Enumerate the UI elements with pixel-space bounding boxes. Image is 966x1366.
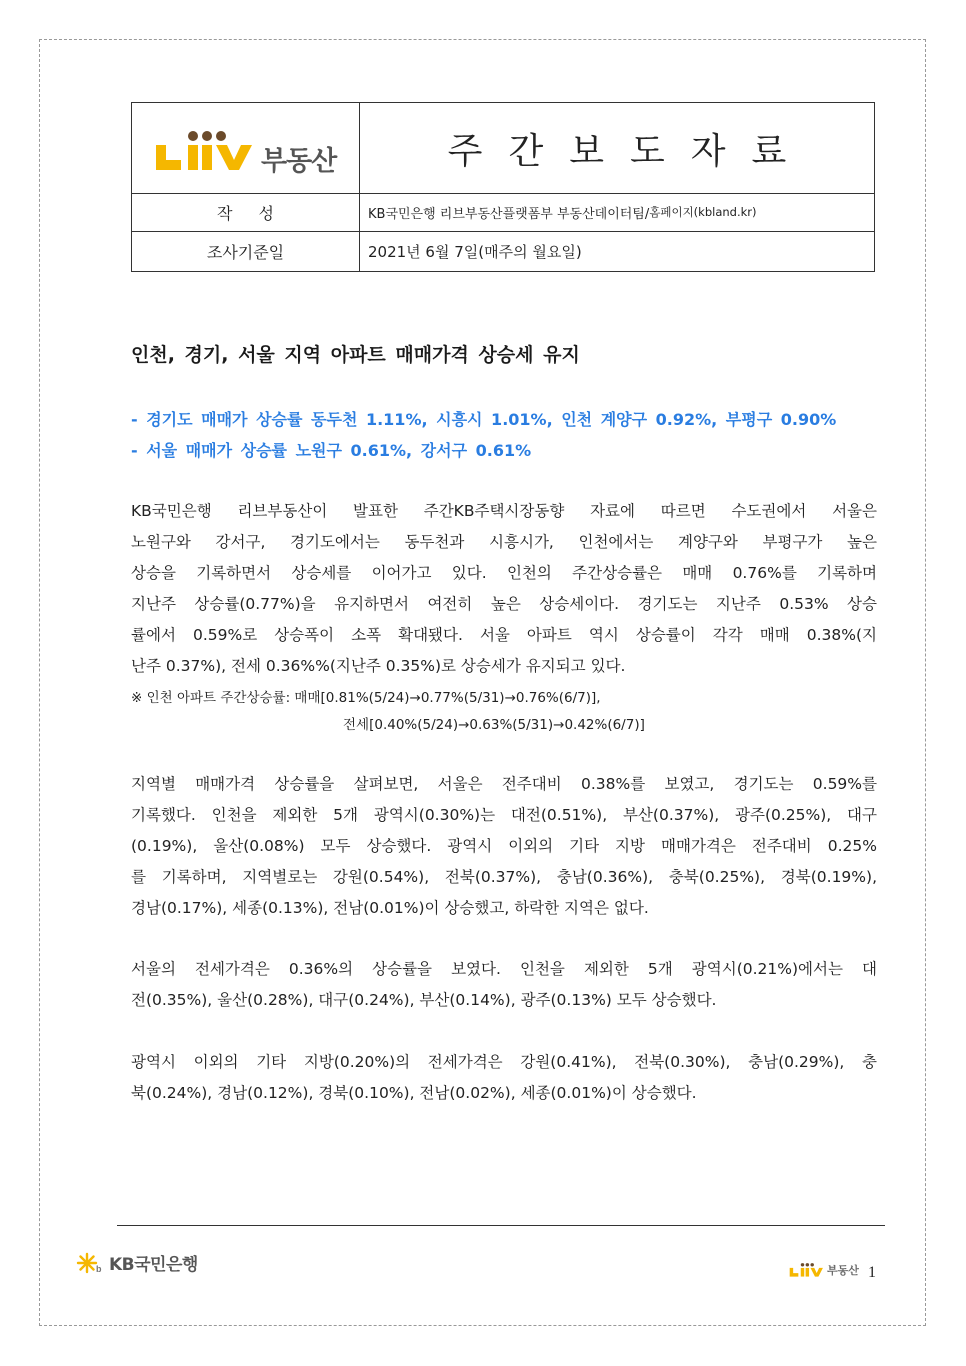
headline: 인천, 경기, 서울 지역 아파트 매매가격 상승세 유지 [131, 344, 580, 366]
para2-line: 를 기록하며, 지역별로는 강원(0.54%), 전북(0.37%), 충남(0.36%), 충북(0.25%), 경북(0.19%), [131, 868, 877, 886]
author-value-cell [368, 193, 757, 231]
svg-text:b: b [96, 1263, 102, 1274]
document-title: 주간보도자료 [447, 130, 813, 172]
subhead-2: - 서울 매매가 상승률 노원구 0.61%, 강서구 0.61% [131, 441, 532, 460]
author-site: 홈페이지(kbland.kr) [649, 205, 757, 219]
para3-line: 전(0.35%), 울산(0.28%), 대구(0.24%), 부산(0.14%), 광주(0.13%) 모두 상승했다. [131, 991, 717, 1009]
para1-line: 률에서 0.59%로 상승폭이 소폭 확대됐다. 서울 아파트 역시 상승률이 각각 매매 0.38%(지 [131, 626, 877, 644]
note-line-1: ※ 인천 아파트 주간상승률: 매매[0.81%(5/24)→0.77%(5/31)→0.76%(6/7)], [131, 690, 601, 706]
date-value: 2021년 6월 7일(매주의 월요일) [368, 242, 582, 261]
subhead-1: - 경기도 매매가 상승률 동두천 1.11%, 시흥시 1.01%, 인천 계양구 0.92%, 부평구 0.90% [131, 410, 837, 429]
footer-divider [117, 1225, 885, 1226]
page-number: 1 [868, 1264, 876, 1281]
para1-line: 난주 0.37%), 전세 0.36%%(지난주 0.35%)로 상승세가 유지되고 있다. [131, 657, 626, 675]
footer-liiv-text: 부동산 [827, 1264, 859, 1277]
date-label: 조사기준일 [206, 242, 285, 262]
para1-line: 상승을 기록하면서 상승세를 이어가고 있다. 인천의 주간상승률은 매매 0.76%를 기록하며 [131, 564, 877, 582]
author-label: 작성 [217, 203, 300, 223]
para1-line: KB국민은행 리브부동산이 발표한 주간KB주택시장동향 자료에 따르면 수도권에서 서울은 [131, 502, 877, 520]
header-divider [359, 103, 360, 271]
header-row-author [132, 193, 874, 232]
header-row-date [132, 231, 874, 271]
logo-cell [132, 103, 359, 193]
footer-liiv-logo [789, 1261, 859, 1279]
footer-liiv-icon [789, 1261, 825, 1279]
para2-line: 경남(0.17%), 세종(0.13%), 전남(0.01%)이 상승했고, 하락한 지역은 없다. [131, 899, 649, 917]
para1-line: 노원구와 강서구, 경기도에서는 동두천과 시흥시가, 인천에서는 계양구와 부평구가 높은 [131, 533, 877, 551]
header-table [131, 102, 875, 272]
para2-line: 기록했다. 인천을 제외한 5개 광역시(0.30%)는 대전(0.51%), 부산(0.37%), 광주(0.25%), 대구 [131, 806, 877, 824]
kb-logo-text: KB국민은행 [109, 1255, 198, 1275]
author-label-cell [132, 193, 359, 231]
para4-line: 광역시 이외의 기타 지방(0.20%)의 전세가격은 강원(0.41%), 전북(0.30%), 충남(0.29%), 충 [131, 1053, 877, 1071]
para3-line: 서울의 전세가격은 0.36%의 상승률을 보였다. 인천을 제외한 5개 광역시(0.21%)에서는 대 [131, 960, 877, 978]
para1-line: 지난주 상승률(0.77%)을 유지하면서 여전히 높은 상승세이다. 경기도는 지난주 0.53% 상승 [131, 595, 877, 613]
logo-korean-text: 부동산 [261, 146, 337, 177]
note-line-2: 전세[0.40%(5/24)→0.63%(5/31)→0.42%(6/7)] [343, 717, 645, 733]
liiv-logo-icon [154, 129, 258, 173]
kb-logo [75, 1250, 198, 1275]
kb-star-icon [75, 1252, 105, 1274]
para4-line: 북(0.24%), 경남(0.12%), 경북(0.10%), 전남(0.02%), 세종(0.01%)이 상승했다. [131, 1084, 697, 1102]
para2-line: (0.19%), 울산(0.08%) 모두 상승했다. 광역시 이외의 기타 지방 매매가격은 전주대비 0.25% [131, 837, 877, 855]
author-value: KB국민은행 리브부동산플랫폼부 부동산데이터팀/ [368, 206, 650, 222]
para2-line: 지역별 매매가격 상승률을 살펴보면, 서울은 전주대비 0.38%를 보였고, 경기도는 0.59%를 [131, 775, 877, 793]
date-label-cell [132, 231, 359, 271]
header-row-title [132, 103, 874, 194]
